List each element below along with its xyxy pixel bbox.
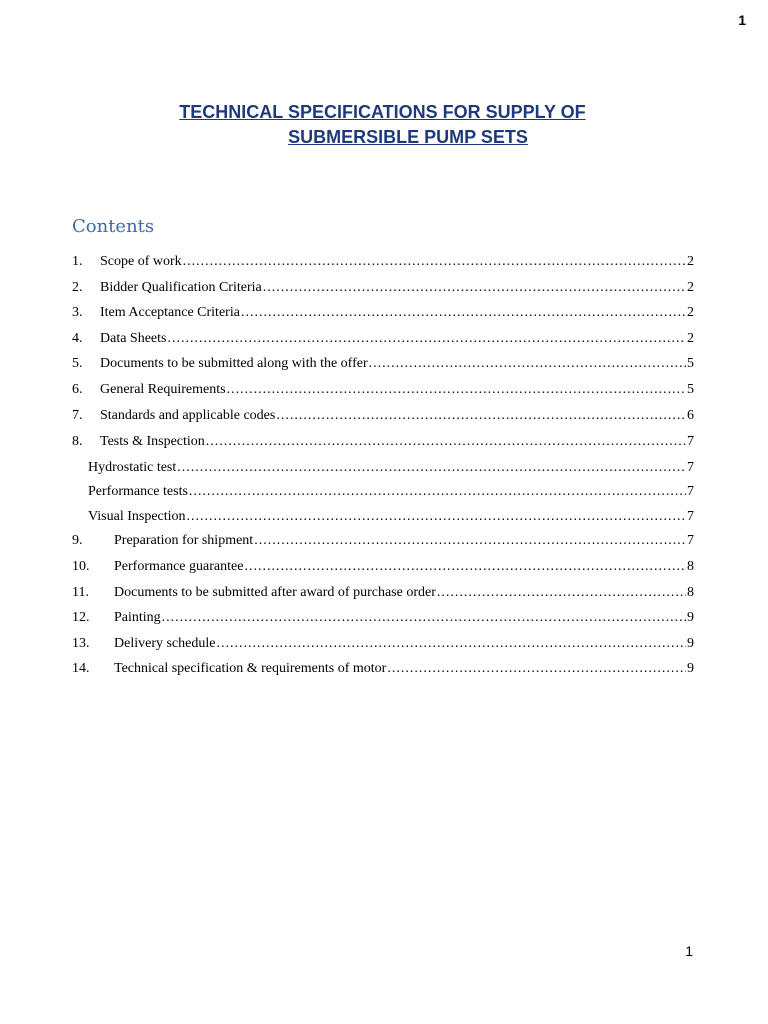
- toc-number: 8.: [72, 434, 83, 449]
- toc-number: 13.: [72, 636, 90, 651]
- toc-entry-standards-codes[interactable]: [72, 408, 694, 430]
- toc-label: Technical specification & requirements of motor: [114, 661, 387, 676]
- toc-subentry-visual-inspection[interactable]: [72, 509, 694, 531]
- toc-label: Painting: [114, 610, 161, 625]
- toc-page: 7: [687, 434, 694, 449]
- toc-page: 9: [687, 636, 694, 651]
- toc-subentry-performance-tests[interactable]: [72, 484, 694, 506]
- toc-entry-bidder-qualification[interactable]: [72, 280, 694, 302]
- toc-number: 5.: [72, 356, 83, 371]
- toc-number: 1.: [72, 254, 83, 269]
- toc-label: General Requirements: [100, 382, 226, 397]
- toc-page: 7: [687, 509, 694, 524]
- toc-entry-preparation-shipment[interactable]: [72, 533, 694, 555]
- toc-leader: [369, 356, 686, 372]
- toc-leader: [183, 254, 686, 270]
- toc-page: 2: [687, 254, 694, 269]
- toc-leader: [254, 533, 686, 549]
- toc-label: Data Sheets: [100, 331, 167, 346]
- toc-label: Tests & Inspection: [100, 434, 205, 449]
- toc-number: 10.: [72, 559, 90, 574]
- toc-label: Delivery schedule: [114, 636, 216, 651]
- toc-entry-data-sheets[interactable]: [72, 331, 694, 353]
- toc-leader: [216, 636, 686, 652]
- toc-leader: [387, 661, 686, 677]
- toc-entry-documents-after-award[interactable]: [72, 585, 694, 607]
- toc-entry-motor-specification[interactable]: [72, 661, 694, 683]
- toc-leader: [244, 559, 686, 575]
- toc-leader: [241, 305, 686, 321]
- toc-label: Hydrostatic test: [88, 460, 177, 475]
- toc-label: Standards and applicable codes: [100, 408, 276, 423]
- toc-label: Performance tests: [88, 484, 188, 499]
- toc-number: 12.: [72, 610, 90, 625]
- toc-label: Documents to be submitted after award of purchase order: [114, 585, 436, 600]
- toc-page: 7: [687, 533, 694, 548]
- toc-leader: [276, 408, 686, 424]
- toc-label: Preparation for shipment: [114, 533, 254, 548]
- toc-page: 2: [687, 305, 694, 320]
- toc-number: 4.: [72, 331, 83, 346]
- toc-entry-general-requirements[interactable]: [72, 382, 694, 404]
- toc-page: 9: [687, 610, 694, 625]
- toc-number: 11.: [72, 585, 89, 600]
- toc-page: 6: [687, 408, 694, 423]
- toc-number: 6.: [72, 382, 83, 397]
- toc-subentry-hydrostatic-test[interactable]: [72, 460, 694, 482]
- toc-number: 9.: [72, 533, 83, 548]
- toc-leader: [437, 585, 686, 601]
- toc-leader: [187, 509, 686, 525]
- toc-page: 7: [687, 460, 694, 475]
- toc-leader: [167, 331, 686, 347]
- toc-number: 7.: [72, 408, 83, 423]
- toc-page: 5: [687, 382, 694, 397]
- footer-page-number: 1: [685, 943, 693, 959]
- toc-entry-painting[interactable]: [72, 610, 694, 632]
- toc-entry-performance-guarantee[interactable]: [72, 559, 694, 581]
- title-line-2: SUBMERSIBLE PUMP SETS: [288, 127, 528, 147]
- toc-label: Item Acceptance Criteria: [100, 305, 240, 320]
- toc-entry-delivery-schedule[interactable]: [72, 636, 694, 658]
- toc-page: 2: [687, 331, 694, 346]
- toc-label: Scope of work: [100, 254, 182, 269]
- toc-label: Performance guarantee: [114, 559, 244, 574]
- toc-number: 3.: [72, 305, 83, 320]
- header-page-number: 1: [738, 12, 746, 28]
- toc-label: Visual Inspection: [88, 509, 186, 524]
- toc-entry-documents-with-offer[interactable]: [72, 356, 694, 378]
- contents-heading: Contents: [72, 216, 155, 237]
- toc-page: 7: [687, 484, 694, 499]
- toc-page: 5: [687, 356, 694, 371]
- toc-label: Bidder Qualification Criteria: [100, 280, 262, 295]
- toc-page: 2: [687, 280, 694, 295]
- toc-number: 2.: [72, 280, 83, 295]
- toc-leader: [189, 484, 686, 500]
- document-title: [0, 100, 768, 150]
- toc-entry-tests-inspection[interactable]: [72, 434, 694, 456]
- toc-entry-scope-of-work[interactable]: [72, 254, 694, 276]
- title-line-1: TECHNICAL SPECIFICATIONS FOR SUPPLY OF: [179, 102, 586, 122]
- toc-leader: [206, 434, 686, 450]
- toc-label: Documents to be submitted along with the offer: [100, 356, 368, 371]
- toc-leader: [263, 280, 686, 296]
- toc-leader: [227, 382, 686, 398]
- toc-entry-item-acceptance[interactable]: [72, 305, 694, 327]
- toc-number: 14.: [72, 661, 90, 676]
- toc-leader: [177, 460, 686, 476]
- toc-page: 8: [687, 559, 694, 574]
- toc-page: 8: [687, 585, 694, 600]
- toc-leader: [162, 610, 686, 626]
- toc-page: 9: [687, 661, 694, 676]
